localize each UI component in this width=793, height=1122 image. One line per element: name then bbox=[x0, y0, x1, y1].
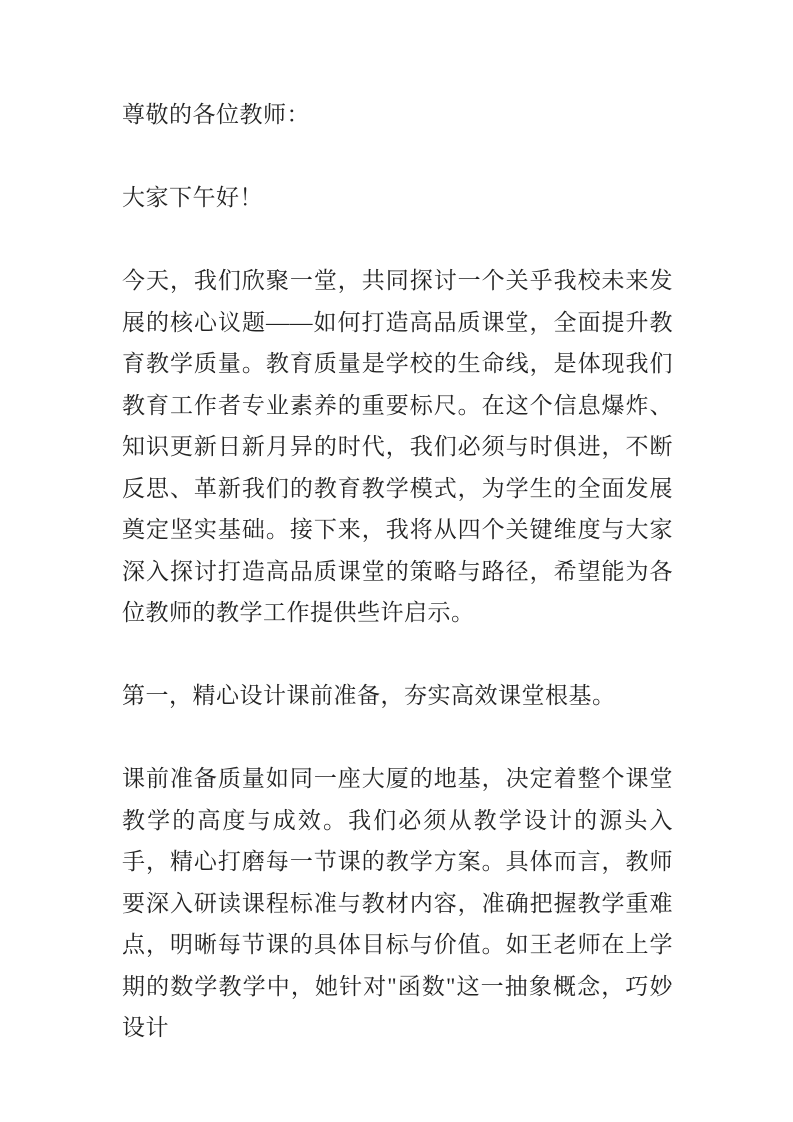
greeting-line: 大家下午好！ bbox=[122, 185, 263, 210]
intro-paragraph: 今天，我们欣聚一堂，共同探讨一个关乎我校未来发展的核心议题——如何打造高品质课堂，全面提升教育教学质量。教育质量是学校的生命线，是体现我们教育工作者专业素养的重要标尺。在这个信息爆炸、知识更新日新月异的时代，我们必须与时俱进，不断反思、革新我们的教育教学模式，为学生的全面发展奠定坚实基础。接下来，我将从四个关键维度与大家深入探讨打造高品质课堂的策略与路径，希望能为各位教师的教学工作提供些许启示。 bbox=[122, 268, 673, 625]
salutation-line: 尊敬的各位教师： bbox=[122, 102, 310, 127]
section-1-heading: 第一，精心设计课前准备，夯实高效课堂根基。 bbox=[122, 683, 616, 708]
section-1-paragraph: 课前准备质量如同一座大厦的地基，决定着整个课堂教学的高度与成效。我们必须从教学设计的源头入手，精心打磨每一节课的教学方案。具体而言，教师要深入研读课程标准与教材内容，准确把握教学重难点，明晰每节课的具体目标与价值。如王老师在上学期的数学教学中，她针对"函数"这一抽象概念，巧妙设计 bbox=[122, 766, 673, 1040]
document-body bbox=[122, 94, 673, 1049]
